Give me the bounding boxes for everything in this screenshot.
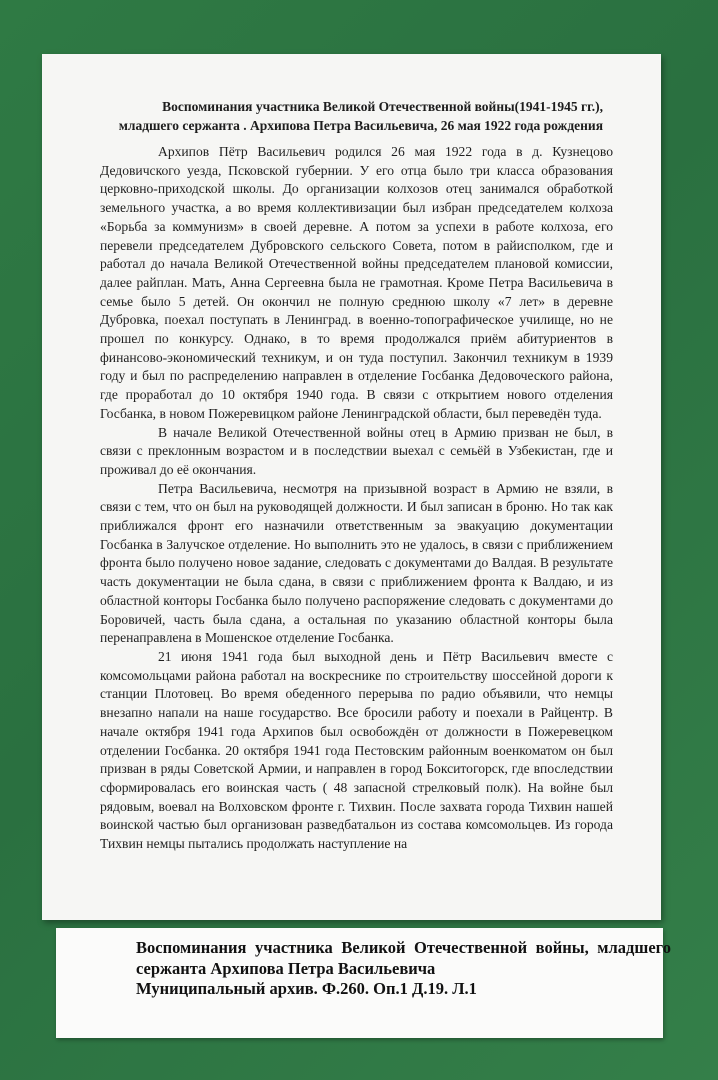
document-body xyxy=(100,143,613,854)
paragraph-3: Петра Васильевича, несмотря на призывной возраст в Армию не взяли, в связи с тем, что он был на руководящей должности. И был записан в броню. Но так как приближался фронт его назначили ответственным за эвакуацию документации Госбанка в Залучское отделение. Но выполнить это не удалось, в связи с приближением фронта было получено новое задание, следовать с документами до Валдая. В результате часть документации не была сдана, в связи с приближением фронта к Валдаю, и из областной конторы Госбанка было получено распоряжение следовать с документами до Боровичей, часть была сдана, а остальная по указанию областной конторы была перенаправлена в Мошенское отделение Госбанка. xyxy=(100,480,613,646)
caption-archive-ref: Муниципальный архив. Ф.260. Оп.1 Д.19. Л.1 xyxy=(136,979,477,998)
paragraph-4: 21 июня 1941 года был выходной день и Пётр Васильевич вместе с комсомольцами района работал на воскреснике по строительству шоссейной дороги к станции Плотовец. Во время обеденного перерыва по радио объявили, что немцы внезапно напали на наше государство. Все бросили работу и поехали в Райцентр. В начале октября 1941 года Архипов был освобождён от должности в Пожеревецком отделении Госбанка. 20 октября 1941 года Пестовским районным военкоматом он был призван в ряды Советской Армии, и направлен в город Бокситогорск, где впоследствии сформировалась его воинская часть ( 48 запасной стрелковый полк). На войне был рядовым, воевал на Волховском фронте г. Тихвин. После захвата города Тихвин нашей воинской частью был организован разведбатальон из состава комсомольцев. Из города Тихвин немцы пытались продолжать наступление на xyxy=(100,648,613,852)
caption-title: Воспоминания участника Великой Отечественной войны, младшего сержанта Архипова Петра Васильевича xyxy=(136,938,671,978)
title-line-2: младшего сержанта . Архипова Петра Васильевича, 26 мая 1922 года рождения xyxy=(118,118,603,133)
title-line-1: Воспоминания участника Великой Отечественной войны(1941-1945 гг.), xyxy=(162,99,603,114)
caption-text xyxy=(136,938,671,1000)
document-title xyxy=(78,97,603,135)
paragraph-1: Архипов Пётр Васильевич родился 26 мая 1922 года в д. Кузнецово Дедовичского уезда, Псковской губернии. У его отца было три класса образования церковно-приходской школы. До организации колхозов отец занимался обработкой земельного участка, а во время коллективизации был избран председателем колхоза «Борьба за коммунизм» в своей деревне. А потом за успехи в работе колхоза, его перевели председателем Дубровского сельского Совета, потом в райисполком, где и работал до начала Великой Отечественной войны председателем плановой комиссии, далее райплан. Мать, Анна Сергеевна была не грамотная. Кроме Петра Васильевича в семье было 5 детей. Он окончил не полную среднюю школу «7 лет» в деревне Дубровка, поехал поступать в Ленинград. в военно-топографическое училище, но не прошел по конкурсу. Однако, в то время продолжался приём абитуриентов в финансово-экономический техникум, и он туда поступил. Закончил техникум в 1939 году и был по распределению направлен в отделение Госбанка Дедовоческого района, где проработал до 10 октября 1940 года. В связи с открытием нового отделения Госбанка, в новом Пожеревицком районе Ленинградской области, был переведён туда. xyxy=(100,144,613,421)
caption-label xyxy=(56,928,671,1038)
paragraph-2: В начале Великой Отечественной войны отец в Армию призван не был, в связи с преклонным возрастом и в последствии выехал с семьёй в Узбекистан, где и проживал до её окончания. xyxy=(100,424,613,477)
